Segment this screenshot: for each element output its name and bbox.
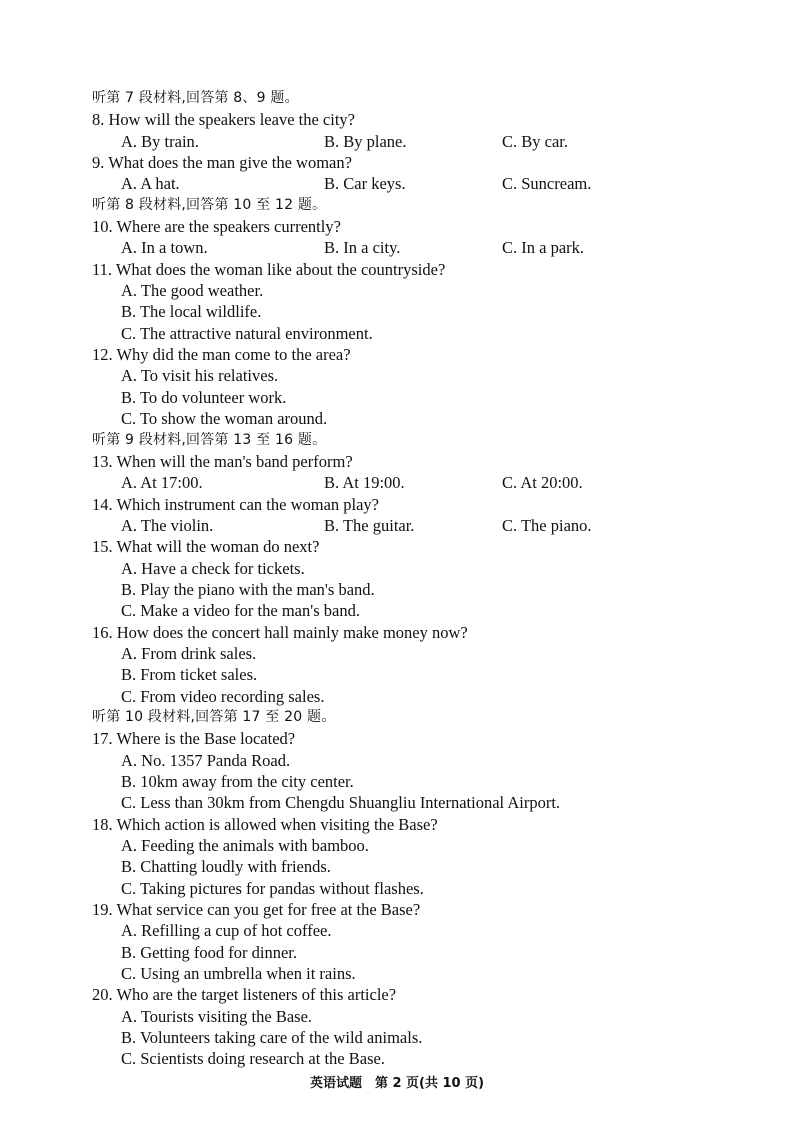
page-footer: 英语试题 第 2 页(共 10 页) bbox=[309, 1076, 485, 1091]
section-heading: 听第 7 段材料,回答第 8、9 题。 bbox=[92, 90, 299, 106]
question-stem: 18. Which action is allowed when visiting the Base? bbox=[92, 814, 438, 834]
answer-option: A. From drink sales. bbox=[121, 643, 257, 663]
options-row bbox=[92, 173, 712, 194]
answer-option: C. In a park. bbox=[502, 238, 585, 258]
question-stem: 13. When will the man's band perform? bbox=[92, 451, 353, 471]
options-row bbox=[92, 515, 712, 536]
answer-option: C. Make a video for the man's band. bbox=[121, 601, 360, 621]
answer-option: B. At 19:00. bbox=[324, 473, 405, 493]
answer-option: C. Scientists doing research at the Base. bbox=[121, 1049, 385, 1069]
answer-option: C. Using an umbrella when it rains. bbox=[121, 964, 356, 984]
answer-option: B. To do volunteer work. bbox=[121, 387, 287, 407]
question-stem: 8. How will the speakers leave the city? bbox=[92, 110, 355, 130]
section-heading: 听第 8 段材料,回答第 10 至 12 题。 bbox=[92, 196, 327, 213]
answer-option: B. 10km away from the city center. bbox=[121, 772, 354, 791]
answer-option: C. Suncream. bbox=[502, 174, 592, 194]
answer-option: A. Tourists visiting the Base. bbox=[121, 1006, 313, 1026]
answer-option: C. From video recording sales. bbox=[121, 686, 325, 706]
question-stem: 12. Why did the man come to the area? bbox=[92, 345, 351, 365]
answer-option: A. No. 1357 Panda Road. bbox=[121, 750, 291, 770]
answer-option: B. Play the piano with the man's band. bbox=[121, 579, 375, 599]
question-stem: 17. Where is the Base located? bbox=[92, 729, 296, 749]
question-stem: 14. Which instrument can the woman play? bbox=[92, 494, 379, 514]
question-stem: 19. What service can you get for free at the Base? bbox=[92, 900, 421, 920]
answer-option: B. In a city. bbox=[324, 238, 401, 258]
answer-option: A. Refilling a cup of hot coffee. bbox=[121, 921, 332, 941]
answer-option: A. The violin. bbox=[121, 515, 214, 535]
answer-option: B. From ticket sales. bbox=[121, 665, 258, 685]
answer-option: C. The attractive natural environment. bbox=[121, 323, 373, 343]
options-row bbox=[92, 131, 712, 152]
question-stem: 15. What will the woman do next? bbox=[92, 537, 320, 557]
answer-option: A. Have a check for tickets. bbox=[121, 558, 305, 578]
answer-option: B. The guitar. bbox=[324, 515, 415, 535]
question-stem: 20. Who are the target listeners of this article? bbox=[92, 985, 397, 1005]
answer-option: A. Feeding the animals with bamboo. bbox=[121, 836, 369, 856]
answer-option: B. Getting food for dinner. bbox=[121, 942, 297, 962]
answer-option: B. Chatting loudly with friends. bbox=[121, 857, 331, 877]
answer-option: A. A hat. bbox=[121, 174, 180, 194]
question-stem: 10. Where are the speakers currently? bbox=[92, 217, 341, 237]
question-stem: 9. What does the man give the woman? bbox=[92, 153, 352, 173]
section-heading: 听第 10 段材料,回答第 17 至 20 题。 bbox=[92, 708, 336, 725]
answer-option: B. By plane. bbox=[324, 131, 407, 151]
answer-option: A. In a town. bbox=[121, 238, 208, 258]
question-stem: 11. What does the woman like about the countryside? bbox=[92, 259, 446, 279]
answer-option: C. At 20:00. bbox=[502, 473, 583, 493]
question-stem: 16. How does the concert hall mainly make money now? bbox=[92, 622, 468, 642]
answer-option: C. Less than 30km from Chengdu Shuangliu International Airport. bbox=[121, 793, 561, 813]
answer-option: A. By train. bbox=[121, 131, 199, 151]
options-row bbox=[92, 237, 712, 258]
options-row bbox=[92, 472, 712, 493]
answer-option: A. The good weather. bbox=[121, 281, 264, 301]
answer-option: C. The piano. bbox=[502, 515, 592, 535]
answer-option: A. To visit his relatives. bbox=[121, 366, 279, 386]
section-heading: 听第 9 段材料,回答第 13 至 16 题。 bbox=[92, 431, 327, 448]
answer-option: B. Car keys. bbox=[324, 174, 406, 194]
question-list bbox=[92, 88, 712, 1070]
answer-option: B. Volunteers taking care of the wild animals. bbox=[121, 1028, 423, 1048]
answer-option: C. By car. bbox=[502, 131, 568, 151]
answer-option: B. The local wildlife. bbox=[121, 302, 262, 322]
answer-option: C. Taking pictures for pandas without flashes. bbox=[121, 878, 424, 898]
answer-option: C. To show the woman around. bbox=[121, 409, 328, 429]
answer-option: A. At 17:00. bbox=[121, 473, 203, 493]
